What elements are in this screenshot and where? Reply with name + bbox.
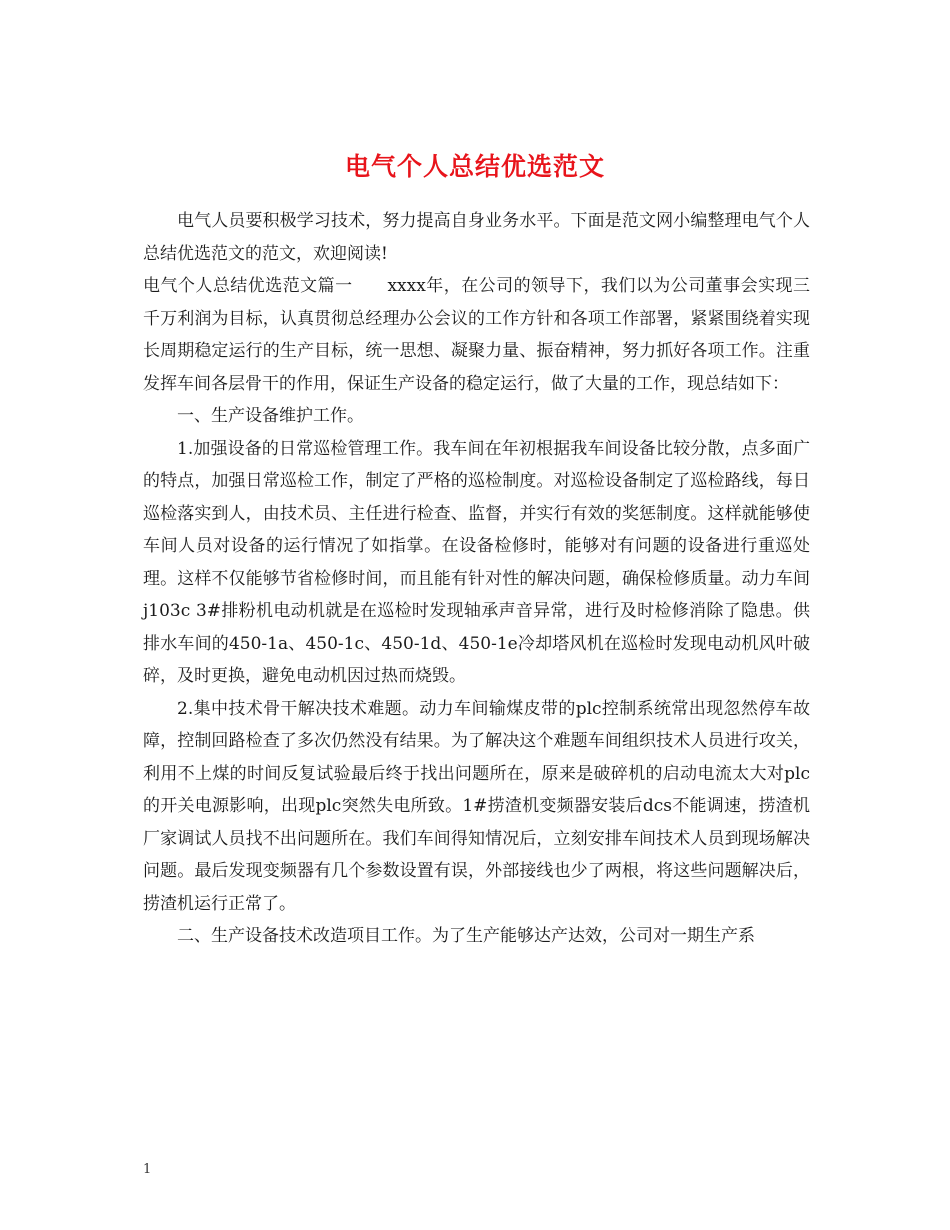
document-title: 电气个人总结优选范文 [344,151,605,181]
intro-paragraph: 电气人员要积极学习技术，努力提高自身业务水平。下面是范文网小编整理电气个人总结优选范文的范文，欢迎阅读! [143,211,810,264]
page-number: 1 [143,1162,152,1177]
paragraph-inspection-management: 1.加强设备的日常巡检管理工作。我车间在年初根据我车间设备比较分散，点多面广的特点，加强日常巡检工作，制定了严格的巡检制度。对巡检设备制定了巡检路线，每日巡检落实到人，由技术员、主任进行检查、监督，并实行有效的奖惩制度。这样就能够使车间人员对设备的运行情况了如指掌。在设备检修时，能够对有问题的设备进行重巡处理。这样不仅能够节省检修时间，而且能有针对性的解决问题，确保检修质量。动力车间j103c 3#排粉机电动机就是在巡检时发现轴承声音异常，进行及时检修消除了隐患。供排水车间的450-1a、450-1c、450-1d、450-1e冷却塔风机在巡检时发现电动机风叶破碎，及时更换，避免电动机因过热而烧毁。 [143,438,810,686]
section-one-intro-paragraph: 电气个人总结优选范文篇一 xxxx年，在公司的领导下，我们以为公司董事会实现三千万利润为目标，认真贯彻总经理办公会议的工作方针和各项工作部署，紧紧围绕着实现长周期稳定运行的生产目标，统一思想、凝聚力量、振奋精神，努力抓好各项工作。注重发挥车间各层骨干的作用，保证生产设备的稳定运行，做了大量的工作，现总结如下： [143,276,810,394]
document-body [143,205,810,953]
paragraph-technical-problems: 2.集中技术骨干解决技术难题。动力车间输煤皮带的plc控制系统常出现忽然停车故障，控制回路检查了多次仍然没有结果。为了解决这个难题车间组织技术人员进行攻关，利用不上煤的时间反复试验最后终于找出问题所在，原来是破碎机的启动电流太大对plc的开关电源影响，出现plc突然失电所致。1#捞渣机变频器安装后dcs不能调速，捞渣机厂家调试人员找不出问题所在。我们车间得知情况后，立刻安排车间技术人员到现场解决问题。最后发现变频器有几个参数设置有误，外部接线也少了两根，将这些问题解决后，捞渣机运行正常了。 [143,698,810,914]
paragraph-technical-renovation: 二、生产设备技术改造项目工作。为了生产能够达产达效，公司对一期生产系 [177,926,755,946]
heading-equipment-maintenance: 一、生产设备维护工作。 [177,406,364,426]
